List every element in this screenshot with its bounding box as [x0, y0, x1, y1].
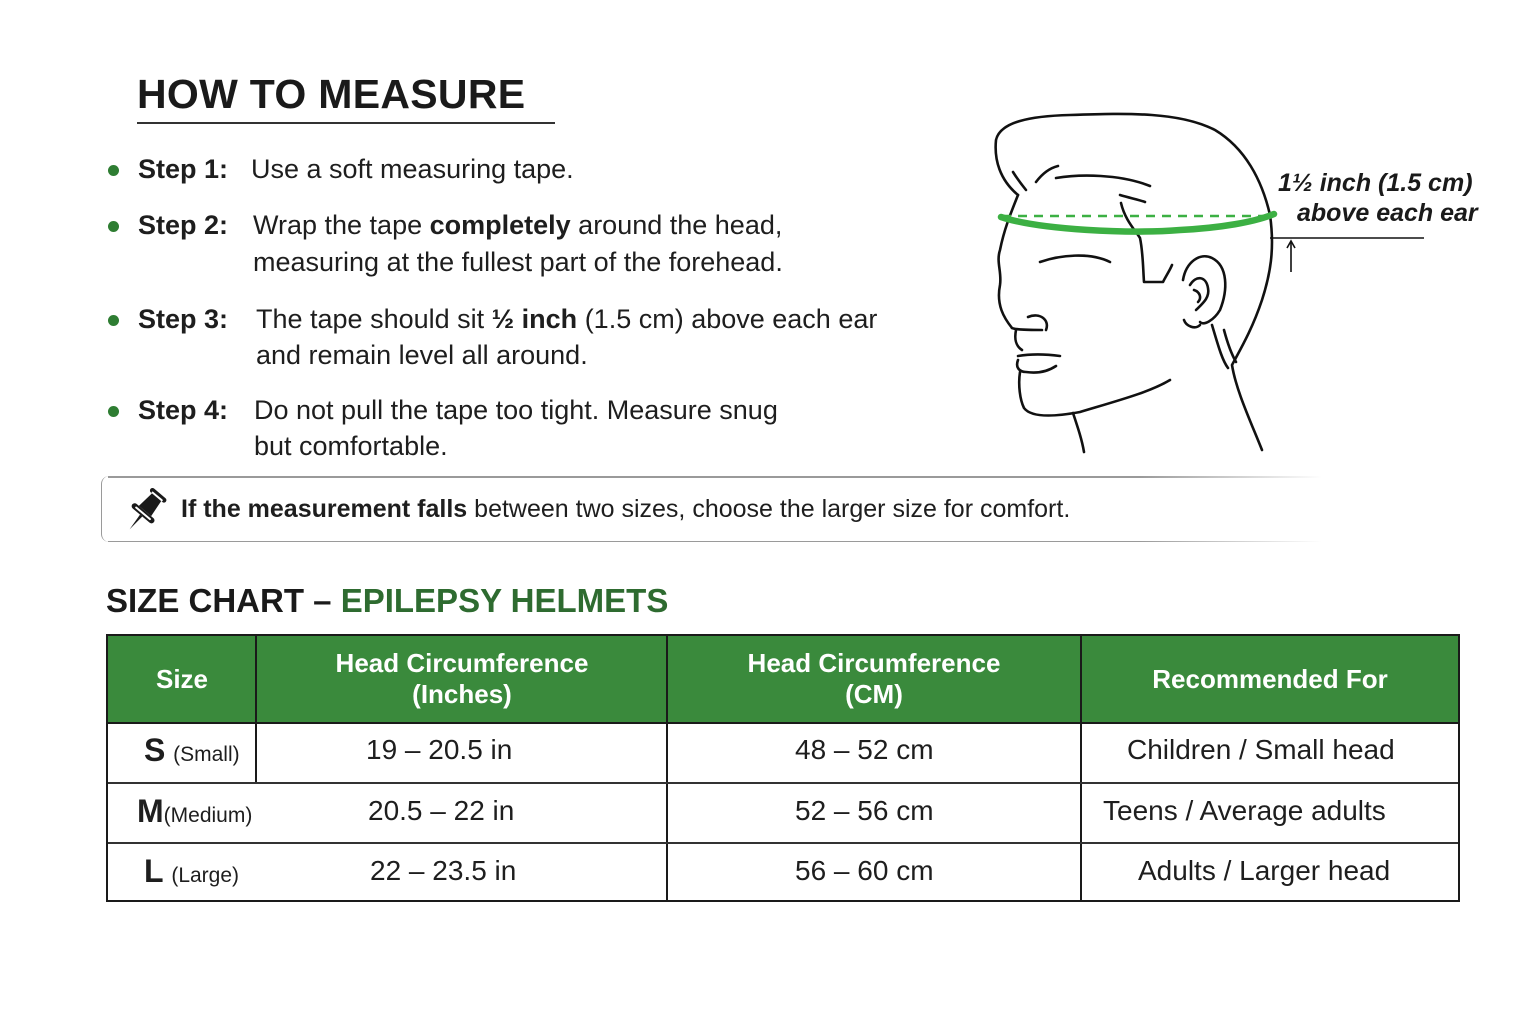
- step-text-part: Wrap the tape: [253, 210, 430, 240]
- column-header-size: [108, 636, 256, 722]
- step-emphasis: completely: [429, 210, 571, 240]
- column-header-unit: (CM): [845, 679, 903, 709]
- column-header-recommended: [1082, 636, 1458, 722]
- size-name: (Small): [173, 743, 240, 766]
- table-cell-size: [144, 733, 240, 772]
- note-border-top: [108, 476, 1322, 478]
- note-text: [181, 492, 1070, 526]
- step-text-line2: but comfortable.: [254, 431, 448, 461]
- step-text-part: Use a soft measuring tape.: [251, 154, 574, 184]
- table-cell-size: [144, 854, 239, 893]
- step-text-line2: and remain level all around.: [256, 340, 588, 370]
- column-divider-size: [255, 636, 257, 782]
- size-chart-table: [106, 634, 1460, 902]
- title-underline: [137, 122, 555, 124]
- bullet-icon: [108, 315, 119, 326]
- bullet-icon: [108, 221, 119, 232]
- column-header-label: Recommended For: [1152, 663, 1388, 694]
- note-border-bottom: [108, 541, 1322, 543]
- step-label: Step 3:: [138, 304, 229, 334]
- size-name: (Large): [171, 864, 240, 887]
- step-label: Step 1:: [138, 154, 229, 184]
- table-cell-recommended: Teens / Average adults: [1103, 795, 1386, 826]
- step-label: Step 2:: [138, 210, 229, 240]
- table-cell-size: [137, 794, 252, 833]
- size-chart-title-prefix: SIZE CHART –: [106, 582, 341, 619]
- step-1: [108, 151, 968, 191]
- step-4: [108, 392, 968, 472]
- step-text-line1: [256, 301, 877, 337]
- column-divider-inches: [666, 636, 668, 900]
- table-cell-cm: 56 – 60 cm: [795, 855, 934, 886]
- column-header-label: Size: [155, 663, 209, 694]
- step-text-part: around the head,: [570, 210, 783, 240]
- table-cell-recommended: Adults / Larger head: [1138, 855, 1391, 886]
- size-name: (Medium): [163, 804, 253, 827]
- table-cell-cm: 52 – 56 cm: [795, 795, 934, 826]
- step-label: Step 4:: [138, 395, 229, 425]
- size-letter: M: [137, 793, 164, 829]
- step-3: [108, 301, 978, 381]
- step-text-part: The tape should sit: [256, 304, 492, 334]
- pushpin-icon: [122, 485, 168, 537]
- size-chart-title: [106, 580, 668, 622]
- table-cell-cm: 48 – 52 cm: [795, 734, 934, 765]
- row-divider: [108, 782, 1458, 784]
- callout-arrow-icon: [985, 105, 1505, 465]
- note-body: between two sizes, choose the larger size for comfort.: [467, 495, 1071, 523]
- table-cell-inches: 20.5 – 22 in: [368, 795, 515, 826]
- size-chart-title-product: EPILEPSY HELMETS: [340, 582, 669, 619]
- step-text-line1: [253, 207, 782, 243]
- column-header-label: Head Circumference: [335, 648, 589, 678]
- note-emphasis: If the measurement falls: [181, 495, 468, 523]
- page-title: HOW TO MEASURE: [137, 71, 526, 117]
- callout-label-line1: 1½ inch (1.5 cm): [1278, 169, 1473, 197]
- table-cell-inches: 19 – 20.5 in: [366, 734, 513, 765]
- column-header-inches: [258, 636, 666, 722]
- step-2: [108, 207, 968, 287]
- sizing-tip-note: [101, 476, 1322, 542]
- bullet-icon: [108, 165, 119, 176]
- callout-label-line2: above each ear: [1297, 199, 1478, 227]
- step-text-part: (1.5 cm) above each ear: [577, 304, 878, 334]
- table-cell-recommended: Children / Small head: [1127, 734, 1395, 765]
- step-text-line1: Do not pull the tape too tight. Measure snug: [254, 395, 778, 425]
- table-cell-inches: 22 – 23.5 in: [370, 855, 517, 886]
- table-header: [108, 636, 1458, 724]
- bullet-icon: [108, 406, 119, 417]
- column-header-label: Head Circumference: [747, 648, 1001, 678]
- step-emphasis: ½ inch: [491, 304, 578, 334]
- column-divider-cm: [1080, 636, 1082, 900]
- size-letter: L: [144, 853, 164, 889]
- step-text-line2: measuring at the fullest part of the forehead.: [253, 247, 783, 277]
- step-text: [251, 151, 574, 187]
- column-header-cm: [668, 636, 1080, 722]
- row-divider: [108, 842, 1458, 844]
- size-letter: S: [144, 732, 166, 768]
- head-measurement-illustration: [985, 105, 1505, 465]
- column-header-unit: (Inches): [412, 679, 512, 709]
